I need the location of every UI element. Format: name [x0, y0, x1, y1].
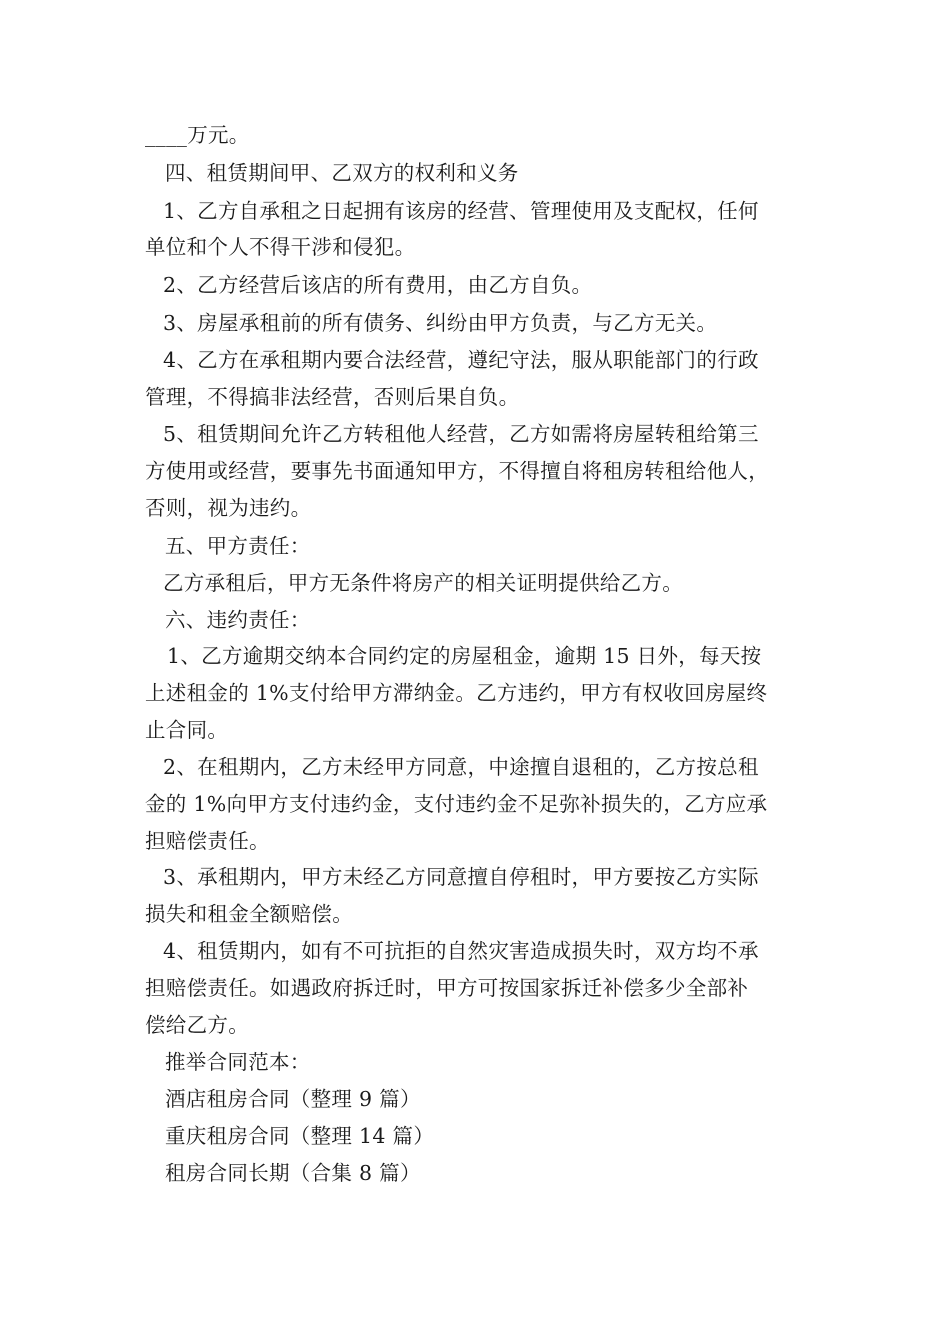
- text-line: 1、乙方逾期交纳本合同约定的房屋租金，逾期 15 日外，每天按: [167, 644, 762, 668]
- text-line: ____万元。: [145, 123, 250, 147]
- text-line: 管理，不得搞非法经营，否则后果自负。: [145, 385, 520, 409]
- text-line: 3、房屋承租前的所有债务、纠纷由甲方负责，与乙方无关。: [163, 311, 718, 335]
- text-line: 3、承租期内，甲方未经乙方同意擅自停租时，甲方要按乙方实际: [163, 865, 759, 889]
- text-line: 5、租赁期间允许乙方转租他人经营，乙方如需将房屋转租给第三: [163, 422, 759, 446]
- text-line: 4、乙方在承租期内要合法经营，遵纪守法，服从职能部门的行政: [163, 348, 759, 372]
- text-line: 单位和个人不得干涉和侵犯。: [145, 235, 416, 259]
- text-line: 2、乙方经营后该店的所有费用，由乙方自负。: [163, 273, 593, 297]
- text-line: 2、在租期内，乙方未经甲方同意，中途擅自退租的，乙方按总租: [163, 755, 759, 779]
- text-line: 止合同。: [145, 718, 229, 742]
- recommend-heading: 推举合同范本：: [165, 1050, 311, 1074]
- text-line: 上述租金的 1%支付给甲方滞纳金。乙方违约，甲方有权收回房屋终: [145, 681, 768, 705]
- text-line: 方使用或经营，要事先书面通知甲方，不得擅自将租房转租给他人，: [145, 459, 769, 483]
- text-line: 否则，视为违约。: [145, 496, 312, 520]
- text-line: 担赔偿责任。: [145, 829, 270, 853]
- section-heading-6: 六、违约责任：: [165, 608, 311, 632]
- recommend-link[interactable]: 租房合同长期（合集 8 篇）: [165, 1161, 421, 1185]
- recommend-link[interactable]: 酒店租房合同（整理 9 篇）: [165, 1087, 421, 1111]
- text-line: 偿给乙方。: [145, 1013, 249, 1037]
- text-line: 损失和租金全额赔偿。: [145, 902, 353, 926]
- text-line: 担赔偿责任。如遇政府拆迁时，甲方可按国家拆迁补偿多少全部补: [145, 976, 749, 1000]
- text-line: 乙方承租后，甲方无条件将房产的相关证明提供给乙方。: [163, 571, 683, 595]
- text-line: 1、乙方自承租之日起拥有该房的经营、管理使用及支配权，任何: [163, 199, 759, 223]
- recommend-link[interactable]: 重庆租房合同（整理 14 篇）: [165, 1124, 435, 1148]
- text-line: 4、租赁期内，如有不可抗拒的自然灾害造成损失时，双方均不承: [163, 939, 759, 963]
- section-heading-4: 四、租赁期间甲、乙双方的权利和义务: [165, 161, 519, 185]
- text-line: 金的 1%向甲方支付违约金，支付违约金不足弥补损失的，乙方应承: [145, 792, 768, 816]
- section-heading-5: 五、甲方责任：: [165, 534, 311, 558]
